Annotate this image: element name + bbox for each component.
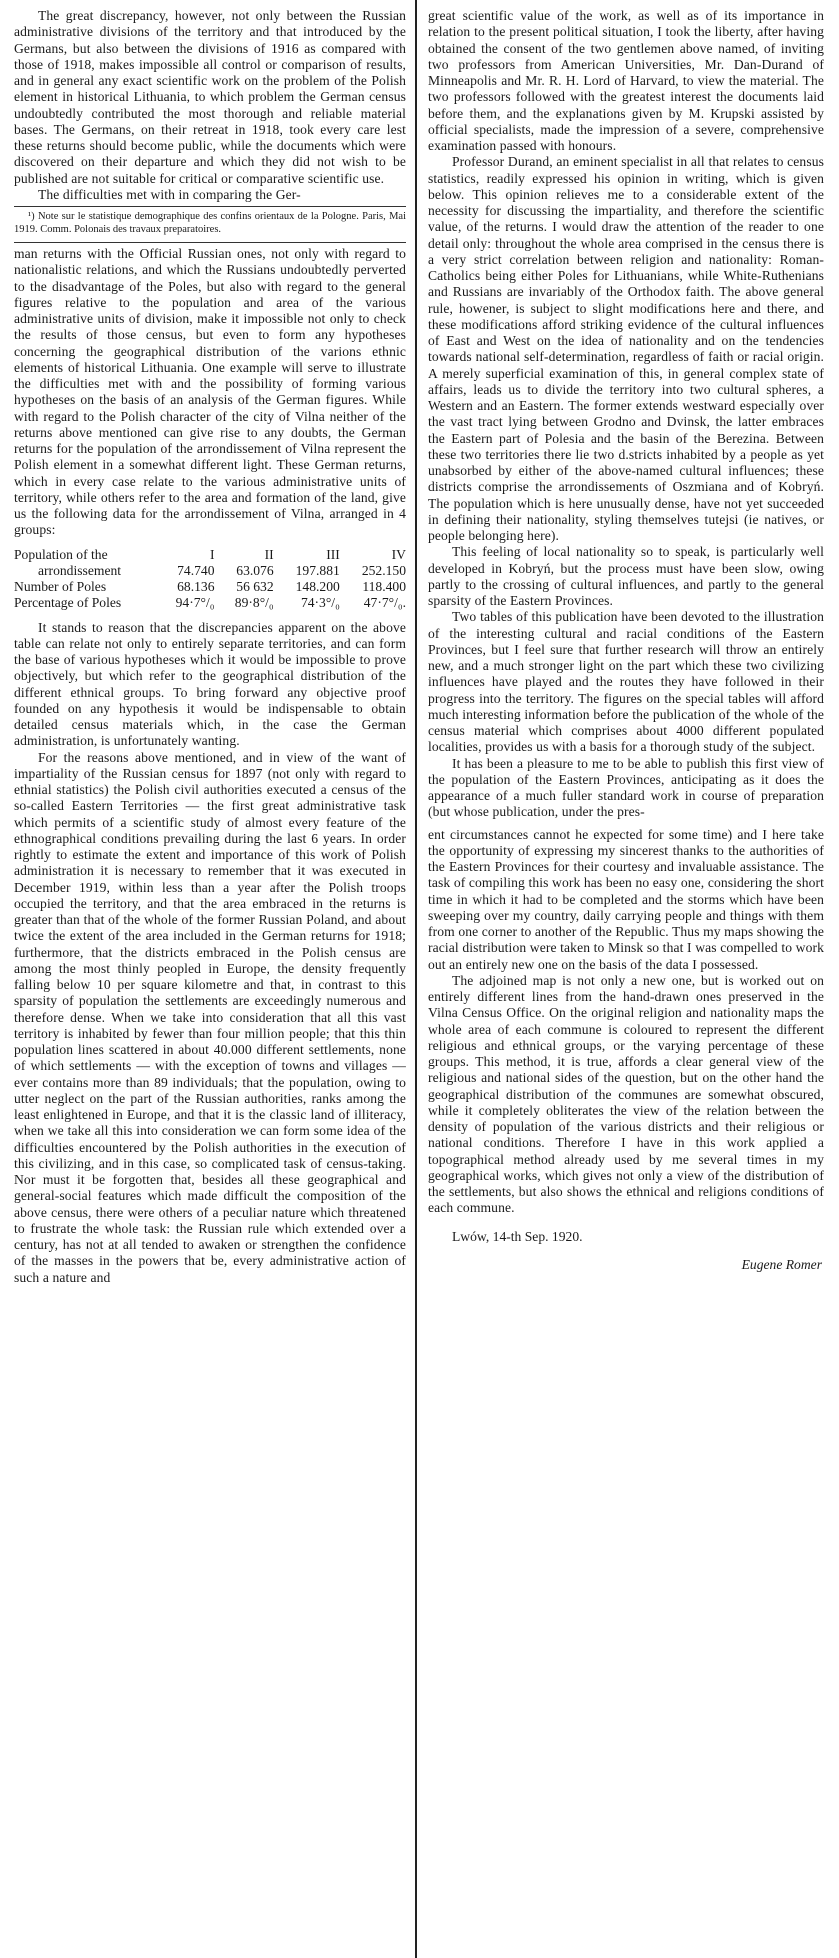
paragraph: It has been a pleasure to me to be able to publish this first view of the population of the Eastern Provinces, anticipating as it does the appearance of a much fuller standard work in course of preparation (but whose publication, under the pres- (428, 755, 824, 820)
table-row (14, 595, 406, 611)
table-cell: 74·3°/₀ (300, 595, 340, 611)
table-cell: 148.200 (295, 579, 340, 594)
table-header-cell: II (264, 546, 274, 562)
table-row-label: Number of Poles (14, 579, 107, 594)
paragraph: ent circumstances cannot he expected for some time) and I here take the opportunity of expressing my sincerest thanks to the authorities of the Eastern Provinces for their courtesy and invaluable assistance. The task of compiling this work has been no easy one, considering the short time in which it had to be completed and the storms which have been sweeping over my country, daily carrying people and things with them from one corner to another of the Republic. Thus my maps showing the racial distribution were taken to Minsk so that I was compelled to work out an entirely new one on the basis of the data I possessed. (428, 826, 824, 972)
left-column (14, 8, 406, 1958)
table-row (14, 563, 406, 579)
table-cell: 94·7°/₀ (175, 595, 215, 611)
table-header-cell: Population of the (14, 546, 108, 562)
population-table (14, 547, 406, 612)
table-cell: 68.136 (177, 579, 215, 594)
table-cell: 56 632 (236, 579, 274, 594)
paragraph: The difficulties met with in comparing the Ger- (38, 186, 301, 202)
table-cell: 118.400 (362, 579, 406, 594)
table-header-cell: III (326, 546, 340, 562)
paragraph: The adjoined map is not only a new one, but is worked out on entirely different lines from the hand-drawn ones preserved in the Vilna Census Office. On the original religion and nationality maps the whole area of each commune is coloured to represent the different religious and ethnical groups, or the varying percentage of these groups. This method, it is true, affords a clear general view of the religious and national sides of the question, but on the other hand the geographical distribution of the communes are somewhat obscured, while it completely obliterates the view of the relation between the density of population of the various districts and their religious or national conditions. Therefore I have in this work applied a topographical method already used by me several times in my geographical works, which gives not only a view of the distribution of the settlements, but also shows the ethnical and religions conditions of each commune. (428, 972, 824, 1216)
table-cell: 74.740 (177, 562, 215, 578)
paragraph: This feeling of local nationality so to speak, is particularly well developed in Kobryń, but the process must have been slow, owing partly to the crossing of cultural influences, and partly to the general sparsity of the Eastern Provinces. (428, 544, 824, 608)
right-column (428, 8, 824, 1958)
table-header-row (14, 547, 406, 563)
paragraph: great scientific value of the work, as well as of its importance in relation to the present political situation, I took the liberty, after having obtained the consent of the two gentlemen above named, of inviting two professors from American Universities, Mr. Dan-Durand of Minneapolis and Mr. R. H. Lord of Harvard, to view the material. The two professors followed with the greatest interest the documents laid before them, and the explanations given by M. Krupski assisted by official specialists, made the impression of a severe, comprehensive examination passed with honours. (428, 8, 824, 153)
table-row-label: arrondissement (38, 562, 122, 578)
table-cell: 63.076 (236, 562, 274, 578)
footnote-divider (14, 206, 406, 207)
table-row-label: Percentage of Poles (14, 595, 122, 611)
table-cell: 197.881 (295, 562, 340, 578)
table-header-cell: IV (391, 546, 406, 562)
table-cell: 47·7°/₀. (363, 595, 406, 611)
paragraph: The great discrepancy, however, not only between the Russian administrative divisions of the territory and that introduced by the Germans, but also between the divisions of 1916 as compared with those of 1918, makes impossible all control or comparison of results, and in general any exact scientific work on the problem of the Polish element in historical Lithuania, to which problem the German census undoubtedly contributed the most thorough and reliable material bases. The Germans, on their retreat in 1918, took every care lest these returns should become public, while the documents which were discovered on their departure and which they did not wish to be published are not suitable for critical or comparative scientific use. (14, 8, 406, 186)
paragraph: Professor Durand, an eminent specialist in all that relates to census statistics, readily expressed his opinion in writing, which is given below. This opinion relieves me to a considerable extent of the necessity for discussing the impartiality, and therefore the scientific value, of the returns. I would draw the attention of the reader to one detail only: throughout the whole area comprised in the census there is a very strict correlation between religion and nationality: Roman-Catholics being either Poles for Lithuanians, while White-Ruthenians and Russians are invariably of the Orthodox faith. The above general rule, howener, is subject to slight modifications here and there, and these modifications afford striking evidence of the cultural influences of East and West on the idea of nationality and on the tendencies towards national self-determination, regardless of faith or racial origin. A merely superficial examination of this, in general complex state of affairs, leads us to divide the territory into two cultural spheres, a Western and an Eastern. The former extends westward especially over the vast tract lying between Grodno and Dvinsk, the latter embraces the Eastern part of Polesia and the basin of the Berezina. Between these two territories there lie two d.stricts inhabited by a people as yet unabsorbed by either of the above-named cultural influences; these districts comprise the arrondissements of Oszmiana and of Kobryń. The population which is here unusually dense, have not yet succeeded in defining their nationality, styling themselves tutejsi (ie natives, or people belonging here). (428, 154, 824, 543)
column-divider (415, 0, 417, 1958)
table-header-cell: I (209, 546, 215, 562)
footnote-divider-bottom (14, 242, 406, 243)
paragraph: man returns with the Official Russian ones, not only with regard to nationalistic relations, and which the Russians undoubtedly perverted to the disadvantage of the Poles, but also with regard to the general figures relative to the population and area of the various administrative units of division, make it impossible not only to check the results of those census, but even to form any hypotheses concerning the geographical distribution of the varions ethnic elements of historical Lithuania. One example will serve to illustrate the difficulties met with and the possibility of forming various hypotheses on the basis of an analysis of the German figures. While with regard to the Polish character of the city of Vilna neither of the returns above mentioned can give rise to any doubts, the German returns for the population of the arrondissement of Vilna represent the Polish element in a somewhat different light. These German returns, which in every case relate to the various administrative units of territory, while others refer to the area and formation of the land, give us the following data for the arrondissement of Vilna, arranged in 4 groups: (14, 246, 406, 538)
paragraph: It stands to reason that the discrepancies apparent on the above table can relate not only to entirely separate territories, and can form the base of various hypotheses which it would be impossible to prove objectively, but which refer to the geographical distribution of the different ethnical groups. To bring forward any objective proof founded on any hypothesis it would be indispensable to obtain detailed census materials which, in the case the German administration, is unfortunately wanting. (14, 619, 406, 749)
author-signature: Eugene Romer (741, 1256, 822, 1272)
signature-date: Lwów, 14-th Sep. 1920. (452, 1228, 583, 1244)
footnote: ¹) Note sur le statistique demographique des confins orientaux de la Pologne. Paris, Mai 1919. Comm. Polonais des travaux preparatoires. (14, 211, 406, 235)
table-row (14, 579, 406, 595)
paragraph: Two tables of this publication have been devoted to the illustration of the interesting cultural and racial conditions of the Eastern Provinces, but I feel sure that further research will throw an entirely new, and a much stronger light on the part which these two civilizing influences have played and the routes they have followed in their progress into the territory. The figures on the special tables will afford much interesting information before the publication of the whole of the census material which comprises about 4000 different populated localities, provides us with a basis for a thorough study of the subject. (428, 609, 824, 755)
paragraph: For the reasons above mentioned, and in view of the want of impartiality of the Russian census for 1897 (not only with regard to ethnial statistics) the Polish civil authorities executed a census of the so-called Eastern Territories — the first great administrative task which permits of a scientific study of almost every feature of the ethnographical conditions prevailing during the last 6 years. In order rightly to estimate the extent and importance of this work of Polish administration it is necessary to remember that it was executed in December 1919, within less than a year after the Polish troops occupied the territory, and that the area embraced in the returns is greater than that of the whole of the former Russian Poland, and about twice the extent of the area included in the German returns for 1918; furthermore, that the districts embraced in the Polish census are among the most thinly peopled in Europe, the density frequently falling below 10 per square kilometre and that, in contrast to this sparsity of population the settlements are exceedingly numerous and therefore dense. When we take into consideration that all this vast territory is inhabited by fewer than four million people; that this thin population lines scattered in about 40.000 different settlements, none of which settlements — with the exception of towns and villages — ever contains more than 89 individuals; that the population, owing to utter neglect on the part of the Russian authorities, ranks among the least enlightened in Europe, and that it is the classic land of illiteracy, when we take all this into consideration we can form some idea of the difficulties encountered by the Polish authorities in the execution of this civilizing, and in this case, so complicated task of census-taking. Nor must it be forgotten that, besides all these geographical and general-social features which made difficult the composition of the above census, there were others of a peculiar nature which threatened to frustrate the whole task: the Russian rule which extended over a century, has not at all tended to awaken or strengthen the confidence of the masses in the powers that be, every administrative action of such a nature and (14, 749, 406, 1285)
table-cell: 252.150 (361, 562, 406, 578)
table-cell: 89·8°/₀ (234, 595, 274, 611)
